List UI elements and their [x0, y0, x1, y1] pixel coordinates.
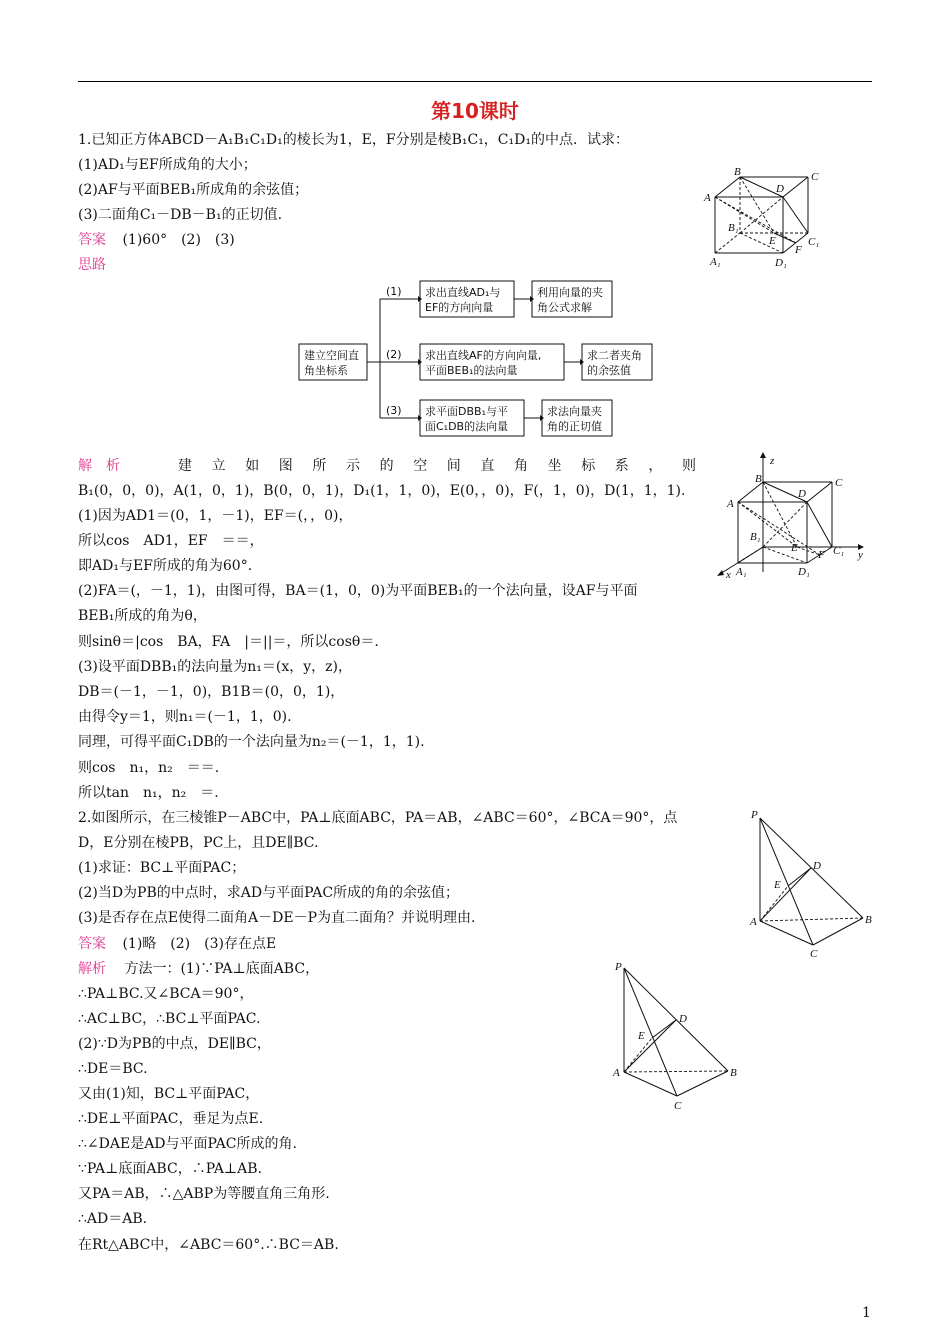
- solution-label: 解 析: [78, 458, 120, 474]
- answer-text: (1)60° (2) (3): [122, 232, 235, 248]
- solution1-line: 同理，可得平面C₁DB的一个法向量为n₂＝(－1，1，1).: [78, 734, 425, 750]
- axis-z: z: [770, 455, 775, 467]
- solution2-first-line: [78, 960, 319, 978]
- label-B: B: [730, 1067, 737, 1079]
- flow-b3b-line2: 角的正切值: [547, 420, 602, 433]
- solution2-line: ∴DE＝BC.: [78, 1061, 148, 1077]
- label-D: D: [776, 183, 784, 195]
- solution2-line: ∵PA⊥底面ABC，∴PA⊥AB.: [78, 1161, 262, 1177]
- problem2-q1: (1)求证：BC⊥平面PAC；: [78, 860, 246, 876]
- flow-b2b-line2: 的余弦值: [587, 364, 631, 377]
- problem1-q3: (3)二面角C₁－DB－B₁的正切值.: [78, 207, 283, 223]
- flow-b1b-line2: 角公式求解: [537, 301, 592, 314]
- label-P: P: [615, 961, 622, 973]
- problem2-answer: [78, 935, 276, 953]
- solution2-line: ∴AD＝AB.: [78, 1211, 148, 1227]
- problem2-stem-line2: D，E分别在棱PB，PC上，且DE∥BC.: [78, 835, 319, 851]
- label-D: D: [798, 488, 806, 500]
- solution2-line: ∴∠DAE是AD与平面PAC所成的角.: [78, 1136, 297, 1152]
- label-C1: C₁: [808, 236, 820, 248]
- solution1-line: (3)设平面DBB₁的法向量为n₁＝(x，y，z)，: [78, 659, 352, 675]
- solution1-line: (2)FA＝(，－1，1)，由图可得，BA＝(1，0，0)为平面BEB₁的一个法向量，设AF与平面: [78, 583, 638, 599]
- page-number: 1: [862, 1305, 871, 1321]
- answer-text: (1)略 (2) (3)存在点E: [122, 936, 277, 952]
- label-E: E: [774, 879, 781, 891]
- axis-x: x: [726, 569, 731, 581]
- label-A1: A₁: [710, 256, 721, 268]
- idea-label: 思路: [78, 257, 106, 273]
- solution1-intro: [78, 457, 696, 475]
- problem1-q2: (2)AF与平面BEB₁所成角的余弦值；: [78, 182, 309, 198]
- label-E: E: [791, 542, 798, 554]
- label-B1: B₁: [728, 222, 739, 234]
- label-C: C: [835, 477, 843, 489]
- problem2-stem-line1: 2.如图所示，在三棱锥P－ABC中，PA⊥底面ABC，PA＝AB，∠ABC＝60°，∠BCA＝90°，点: [78, 810, 678, 826]
- problem1-q1: (1)AD₁与EF所成角的大小；: [78, 157, 257, 173]
- page-title: 第10课时: [431, 99, 519, 123]
- flow-start-line1: 建立空间直: [304, 349, 359, 362]
- answer-label: 答案: [78, 936, 106, 952]
- flow-num-1: (1): [386, 285, 402, 298]
- solution1-line: 即AD₁与EF所成的角为60°.: [78, 558, 253, 574]
- solution1-line: 则sinθ＝|cos BA，FA |＝||＝，所以cosθ＝.: [78, 634, 379, 650]
- axis-y: y: [858, 549, 863, 561]
- solution1-line: 则cos n₁，n₂ ＝＝.: [78, 760, 220, 776]
- label-B: B: [734, 166, 741, 178]
- solution1-line: 由得令y＝1，则n₁＝(－1，1，0).: [78, 709, 292, 725]
- label-E: E: [638, 1030, 645, 1042]
- flow-b1a-line1: 求出直线AD₁与: [425, 286, 501, 299]
- solution2-line: ∴AC⊥BC，∴BC⊥平面PAC.: [78, 1011, 261, 1027]
- label-A: A: [727, 498, 734, 510]
- solution1-line: 所以cos AD1，EF ＝＝，: [78, 533, 264, 549]
- label-E: E: [769, 235, 776, 247]
- flow-b3b-line1: 求法向量夹: [547, 405, 602, 418]
- label-A: A: [750, 916, 757, 928]
- cube-figure-1: [700, 165, 830, 270]
- cube-figure-2: [712, 452, 882, 582]
- solution1-line: B₁(0，0，0)，A(1，0，1)，B(0，0，1)，D₁(1，1，0)，E(0，，0)，F(，1，0)，D(1，1，1).: [78, 483, 686, 499]
- flow-start-line2: 角坐标系: [304, 364, 348, 377]
- label-B1: B₁: [750, 531, 761, 543]
- label-A: A: [704, 192, 711, 204]
- solution1-line: 所以tan n₁，n₂ ＝.: [78, 785, 219, 801]
- label-B: B: [755, 473, 762, 485]
- solution-intro-text: 建立如图所示的空间直角坐标系，则: [178, 458, 696, 474]
- solution1-line: (1)因为AD1＝(0，1，－1)，EF＝(，，0)，: [78, 508, 353, 524]
- solution-flowchart: [296, 278, 656, 448]
- solution2-line: 又PA＝AB，∴△ABP为等腰直角三角形.: [78, 1186, 330, 1202]
- solution1-line: DB＝(－1，－1，0)，B1B＝(0，0，1)，: [78, 684, 345, 700]
- label-D1: D₁: [798, 566, 810, 578]
- solution2-line: 在Rt△ABC中，∠ABC＝60°.∴BC＝AB.: [78, 1237, 339, 1253]
- label-C: C: [674, 1100, 682, 1112]
- label-B: B: [865, 914, 872, 926]
- flow-num-3: (3): [386, 404, 402, 417]
- flow-b1b-line1: 利用向量的夹: [537, 286, 603, 299]
- header-rule: [78, 81, 872, 82]
- label-F: F: [818, 549, 825, 561]
- flow-num-2: (2): [386, 348, 402, 361]
- problem1-stem: 1.已知正方体ABCD－A₁B₁C₁D₁的棱长为1，E，F分别是棱B₁C₁，C₁D₁的中点．试求：: [78, 132, 629, 148]
- answer-label: 答案: [78, 232, 106, 248]
- label-F: F: [795, 244, 802, 256]
- solution2-line: 又由(1)知，BC⊥平面PAC，: [78, 1086, 260, 1102]
- label-C1: C₁: [833, 545, 845, 557]
- label-C: C: [811, 171, 819, 183]
- tetrahedron-figure-1: [745, 808, 880, 960]
- flow-b2a-line2: 平面BEB₁的法向量: [425, 364, 518, 377]
- label-A1: A₁: [736, 566, 747, 578]
- tetrahedron-figure-2: [610, 958, 745, 1113]
- solution-label: 解析: [78, 961, 106, 977]
- label-C: C: [810, 948, 818, 960]
- solution1-line: BEB₁所成的角为θ，: [78, 608, 207, 624]
- solution2-method: 方法一：(1)∵PA⊥底面ABC，: [124, 961, 320, 977]
- label-D: D: [679, 1013, 687, 1025]
- problem2-q2: (2)当D为PB的中点时，求AD与平面PAC所成的角的余弦值；: [78, 885, 460, 901]
- label-D1: D₁: [775, 257, 787, 269]
- flow-b3a-line1: 求平面DBB₁与平: [425, 405, 508, 418]
- label-D: D: [813, 860, 821, 872]
- solution2-line: (2)∵D为PB的中点，DE∥BC，: [78, 1036, 271, 1052]
- label-A: A: [613, 1067, 620, 1079]
- flow-b2a-line1: 求出直线AF的方向向量,: [425, 349, 542, 362]
- solution2-line: ∴DE⊥平面PAC，垂足为点E.: [78, 1111, 264, 1127]
- flow-b1a-line2: EF的方向向量: [425, 301, 494, 314]
- problem1-answer: [78, 231, 235, 249]
- problem2-q3: (3)是否存在点E使得二面角A－DE－P为直二面角？并说明理由.: [78, 910, 476, 926]
- flow-b2b-line1: 求二者夹角: [587, 349, 642, 362]
- flow-b3a-line2: 面C₁DB的法向量: [425, 420, 509, 433]
- label-P: P: [751, 809, 758, 821]
- solution2-line: ∴PA⊥BC.又∠BCA＝90°，: [78, 986, 254, 1002]
